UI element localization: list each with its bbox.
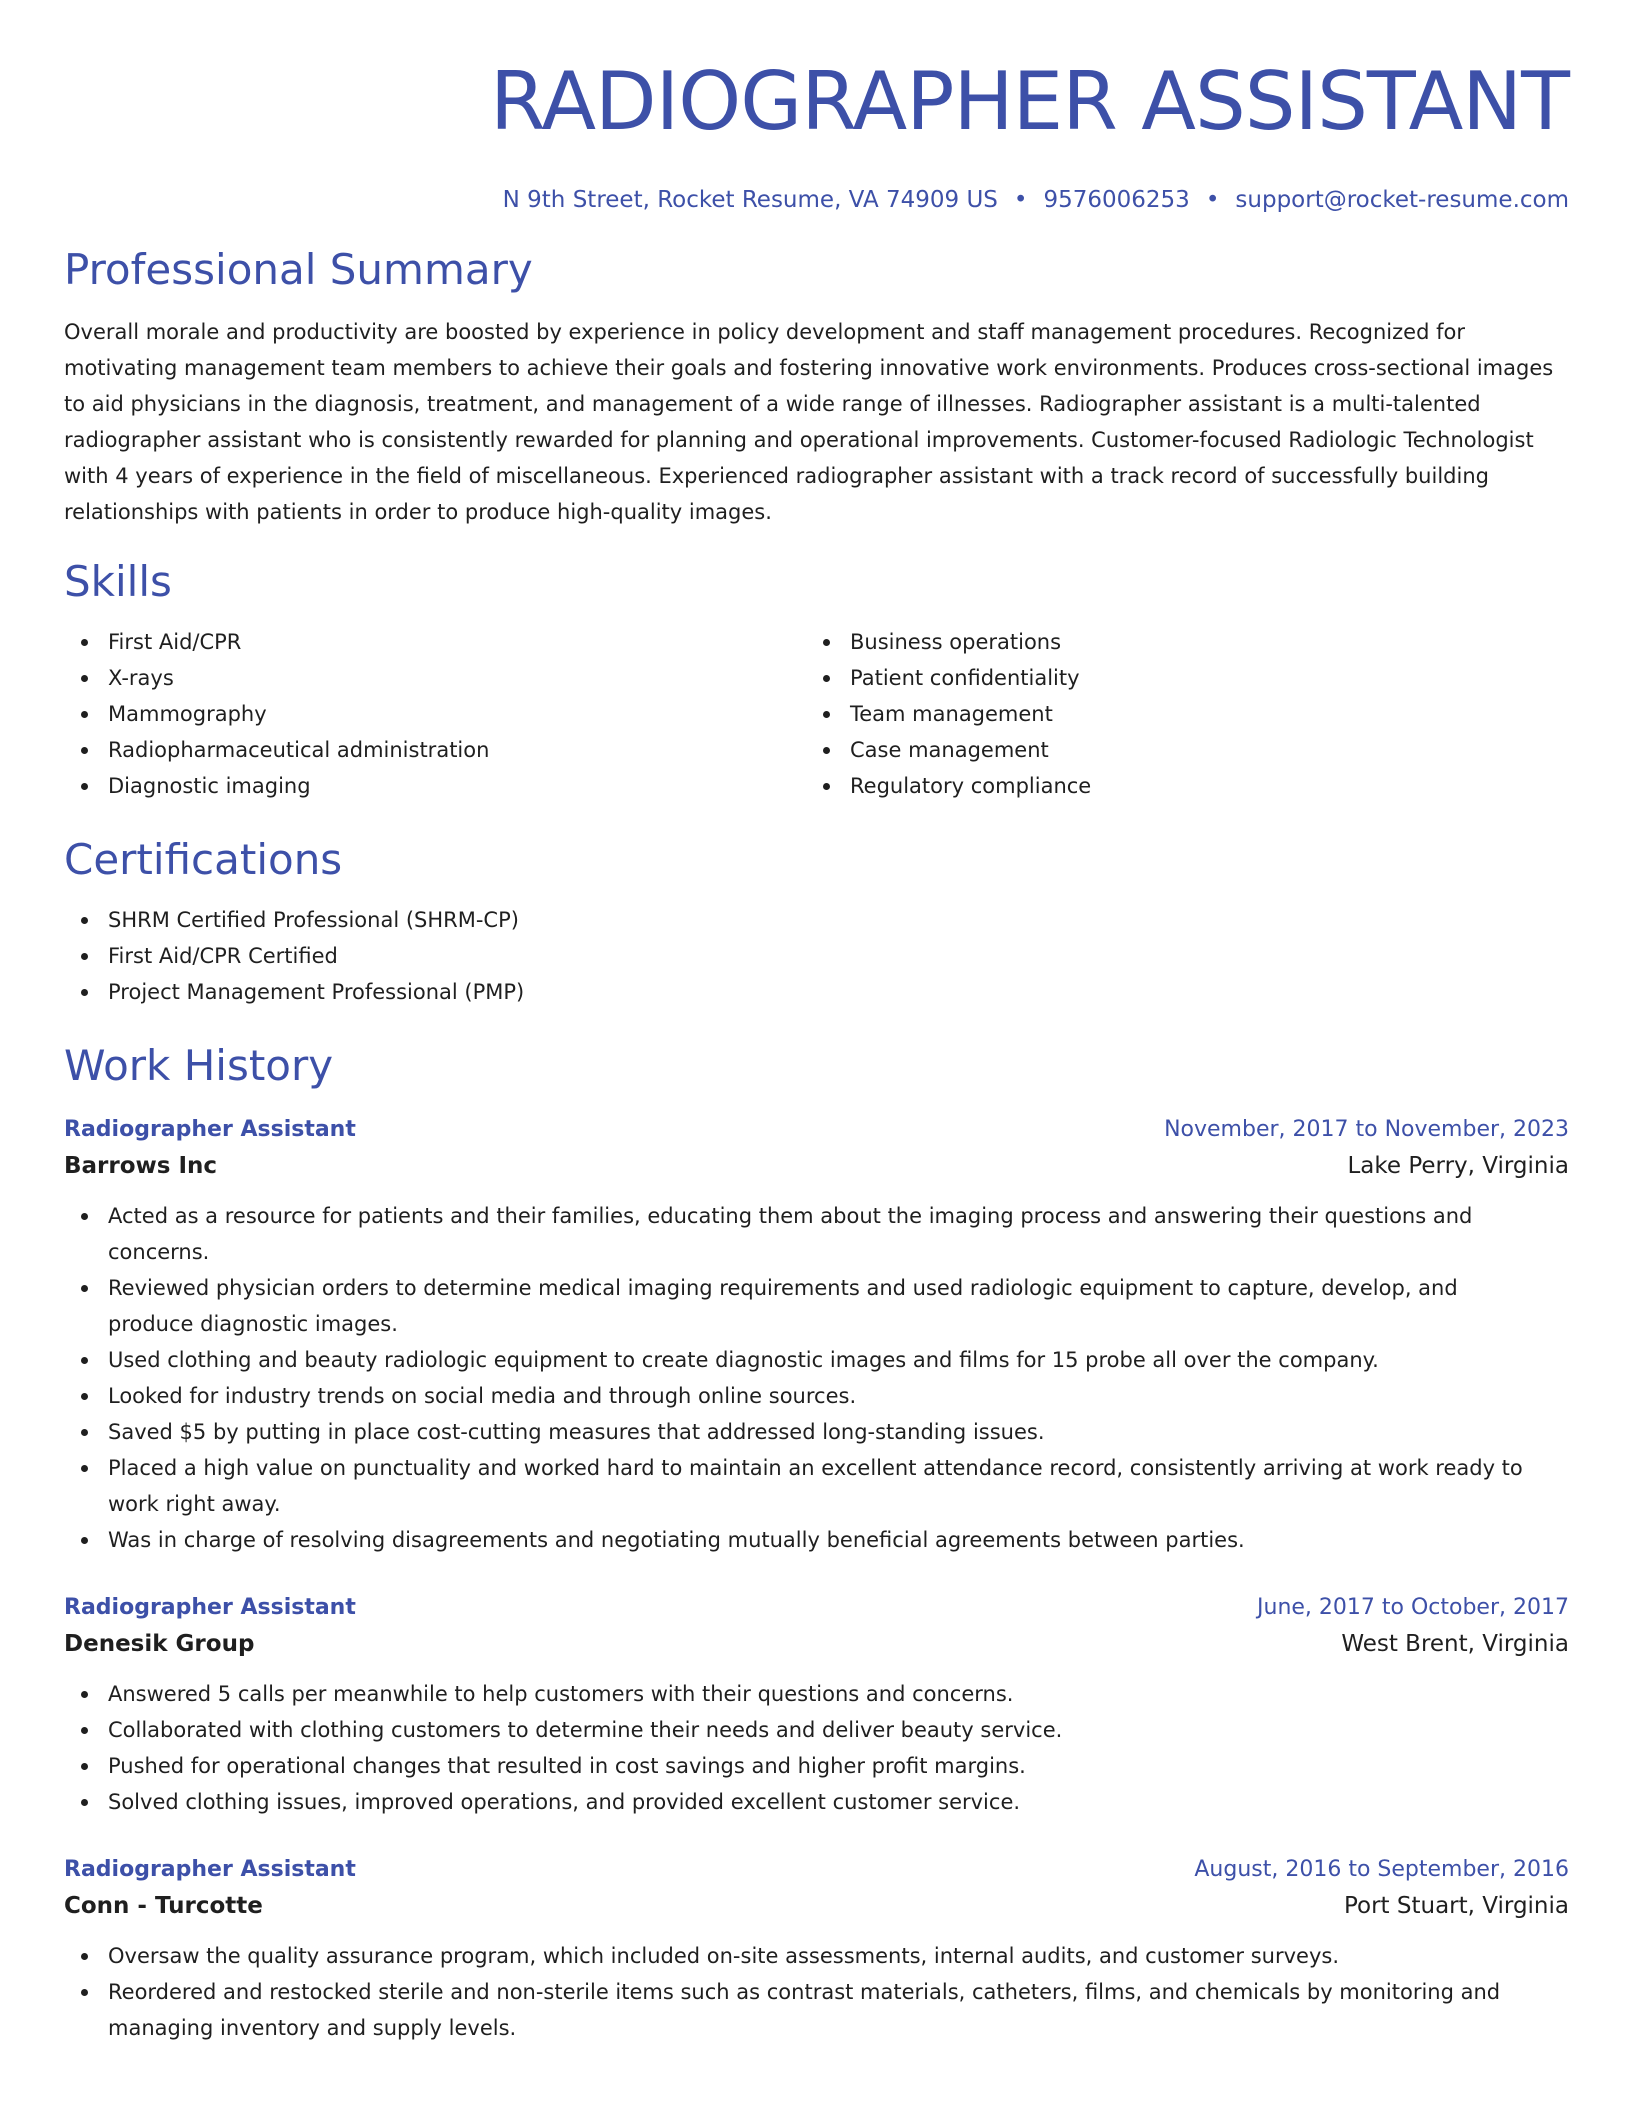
skills-column-right bbox=[806, 624, 1548, 804]
job-header-row bbox=[64, 1592, 1569, 1624]
job-header-row bbox=[64, 1114, 1569, 1146]
job-company-row bbox=[64, 1886, 1569, 1926]
job-duty-item: Oversaw the quality assurance program, which included on-site assessments, internal audits, and customer surveys. bbox=[64, 1938, 1569, 1974]
job-duty-item: Saved $5 by putting in place cost-cutting measures that addressed long-standing issues. bbox=[64, 1414, 1569, 1450]
contact-email: support@rocket-resume.com bbox=[1235, 187, 1569, 213]
job-company: Barrows Inc bbox=[64, 1153, 218, 1179]
job-location: West Brent, Virginia bbox=[1341, 1631, 1569, 1657]
job-entry bbox=[64, 1592, 1569, 1820]
resume-header bbox=[64, 0, 1569, 216]
job-duty-item: Pushed for operational changes that resulted in cost savings and higher profit margins. bbox=[64, 1748, 1569, 1784]
summary-heading: Professional Summary bbox=[64, 245, 533, 294]
job-dates: August, 2016 to September, 2016 bbox=[1194, 1857, 1569, 1882]
skill-item: Diagnostic imaging bbox=[64, 768, 806, 804]
certification-item: SHRM Certified Professional (SHRM-CP) bbox=[64, 902, 1569, 938]
job-company-row bbox=[64, 1146, 1569, 1186]
skills-section bbox=[64, 556, 1569, 804]
skill-item: First Aid/CPR bbox=[64, 624, 806, 660]
skill-item: X-rays bbox=[64, 660, 806, 696]
skill-item: Business operations bbox=[806, 624, 1548, 660]
job-duty-item: Reordered and restocked sterile and non-sterile items such as contrast materials, catheters, films, and chemicals by monitoring and managing inventory and supply levels. bbox=[64, 1974, 1569, 2046]
job-duties-list bbox=[64, 1938, 1569, 2046]
certification-item: First Aid/CPR Certified bbox=[64, 938, 1569, 974]
job-dates: November, 2017 to November, 2023 bbox=[1164, 1117, 1569, 1142]
job-duty-item: Answered 5 calls per meanwhile to help customers with their questions and concerns. bbox=[64, 1676, 1569, 1712]
job-entry bbox=[64, 1854, 1569, 2046]
job-company: Denesik Group bbox=[64, 1631, 255, 1657]
skills-grid bbox=[64, 624, 1569, 804]
certification-item: Project Management Professional (PMP) bbox=[64, 974, 1569, 1010]
contact-phone: 9576006253 bbox=[1043, 187, 1190, 213]
job-dates: June, 2017 to October, 2017 bbox=[1257, 1595, 1569, 1620]
skill-item: Regulatory compliance bbox=[806, 768, 1548, 804]
contact-separator: • bbox=[1205, 187, 1220, 213]
skill-item: Team management bbox=[806, 696, 1548, 732]
job-duty-item: Used clothing and beauty radiologic equipment to create diagnostic images and films for 15 probe all over the company. bbox=[64, 1342, 1569, 1378]
job-duty-item: Was in charge of resolving disagreements and negotiating mutually beneficial agreements between parties. bbox=[64, 1522, 1569, 1558]
job-entry bbox=[64, 1114, 1569, 1558]
job-title: Radiographer Assistant bbox=[64, 1117, 356, 1142]
summary-text: Overall morale and productivity are boosted by experience in policy development and staff management procedures. Recognized for motivating management team members to achieve their goals and fostering innovative work environments. Produces cross-sectional images to aid physicians in the diagnosis, treatment, and management of a wide range of illnesses. Radiographer assistant is a multi-talented radiographer assistant who is consistently rewarded for planning and operational improvements. Customer-focused Radiologic Technologist with 4 years of experience in the field of miscellaneous. Experienced radiographer assistant with a track record of successfully building relationships with patients in order to produce high-quality images. bbox=[64, 320, 1554, 524]
job-location: Lake Perry, Virginia bbox=[1347, 1153, 1569, 1179]
contact-separator: • bbox=[1013, 187, 1028, 213]
job-duty-item: Looked for industry trends on social media and through online sources. bbox=[64, 1378, 1569, 1414]
summary-section bbox=[64, 244, 1569, 530]
job-company-row bbox=[64, 1624, 1569, 1664]
job-company: Conn - Turcotte bbox=[64, 1893, 263, 1919]
job-duty-item: Acted as a resource for patients and their families, educating them about the imaging process and answering their questions and concerns. bbox=[64, 1198, 1569, 1270]
resume-name: RADIOGRAPHER ASSISTANT bbox=[489, 55, 1569, 148]
job-title: Radiographer Assistant bbox=[64, 1595, 356, 1620]
contact-line bbox=[64, 184, 1569, 216]
certifications-heading: Certifications bbox=[64, 835, 343, 884]
skill-item: Radiopharmaceutical administration bbox=[64, 732, 806, 768]
skill-item: Mammography bbox=[64, 696, 806, 732]
job-duties-list bbox=[64, 1676, 1569, 1820]
job-location: Port Stuart, Virginia bbox=[1343, 1893, 1569, 1919]
job-duty-item: Placed a high value on punctuality and worked hard to maintain an excellent attendance record, consistently arriving at work ready to work right away. bbox=[64, 1450, 1569, 1522]
job-duties-list bbox=[64, 1198, 1569, 1558]
certifications-list bbox=[64, 902, 1569, 1010]
work-history-heading: Work History bbox=[64, 1041, 334, 1090]
job-duty-item: Reviewed physician orders to determine medical imaging requirements and used radiologic equipment to capture, develop, and produce diagnostic images. bbox=[64, 1270, 1569, 1342]
skills-column-left bbox=[64, 624, 806, 804]
skills-heading: Skills bbox=[64, 557, 172, 606]
job-duty-item: Collaborated with clothing customers to determine their needs and deliver beauty service. bbox=[64, 1712, 1569, 1748]
certifications-section bbox=[64, 834, 1569, 1010]
job-title: Radiographer Assistant bbox=[64, 1857, 356, 1882]
job-header-row bbox=[64, 1854, 1569, 1886]
contact-address: N 9th Street, Rocket Resume, VA 74909 US bbox=[502, 187, 998, 213]
skill-item: Patient confidentiality bbox=[806, 660, 1548, 696]
job-duty-item: Solved clothing issues, improved operations, and provided excellent customer service. bbox=[64, 1784, 1569, 1820]
skill-item: Case management bbox=[806, 732, 1548, 768]
work-history-section bbox=[64, 1040, 1569, 2046]
